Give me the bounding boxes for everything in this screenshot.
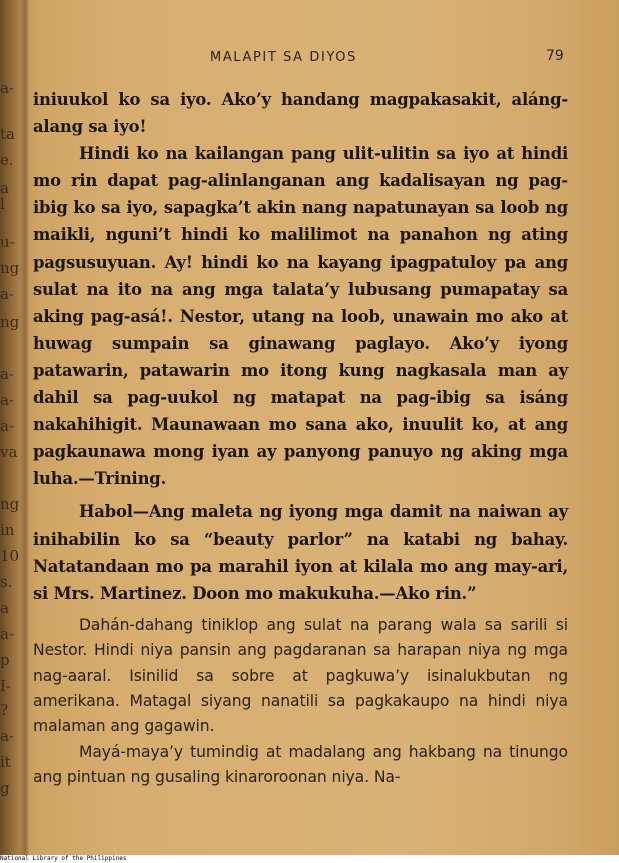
gutter-fragment: ng — [0, 259, 20, 277]
paragraph: Habol—Ang maleta ng iyong mga damit na naiwan ay inihabilin ko sa “beauty parlor” na katabi ng bahay. Natatandaan mo pa marahil iyon at kilala mo ang may-ari, si Mrs. Martinez. Doon mo makukuha.—Ako rin.” — [33, 502, 568, 603]
gutter-fragment: a- — [0, 365, 15, 383]
paragraph: iniuukol ko sa iyo. Ako’y handang magpakasakit, aláng-alang sa iyo! — [33, 90, 568, 137]
paragraph: Mayá-maya’y tumindig at madalang ang hakbang na tinungo ang pintuan ng gusaling kinaroroonan niya. Na- — [33, 742, 568, 787]
gutter-fragment: ta — [0, 125, 15, 143]
gutter-shadow — [20, 0, 30, 855]
gutter-fragment: 10 — [0, 547, 20, 565]
gutter-fragment: ng — [0, 313, 20, 331]
paragraph: Dahán-dahang tiniklop ang sulat na parang wala sa sarili si Nestor. Hindi niya pansin ang pagdaranan sa harapan niya ng mga nag-aaral. Isinilid sa sobre at pagkuwa’y isinalukbutan ng amerikana. Matagal siyang nanatili sa pagkakaupo na hindi niya malaman ang gagawin. — [33, 615, 568, 736]
gutter-fragment: ? — [0, 701, 9, 719]
library-footer: National Library of the Philippines — [0, 855, 619, 863]
gutter-fragment: it — [0, 753, 11, 771]
gutter-fragment: I- — [0, 677, 11, 695]
gutter-fragment: a- — [0, 285, 15, 303]
gutter-fragment: u- — [0, 233, 15, 251]
page-number: 79 — [546, 48, 564, 64]
gutter-fragment: a- — [0, 625, 15, 643]
gutter-fragment: e. — [0, 151, 14, 169]
running-header: MALAPIT SA DIYOS — [210, 50, 357, 65]
gutter-fragment: a- — [0, 727, 15, 745]
gutter-fragment: g — [0, 779, 10, 797]
gutter-fragment: a- — [0, 417, 15, 435]
gutter-fragment: ng — [0, 495, 20, 513]
gutter-fragment: a- — [0, 79, 15, 97]
gutter-fragment: a l — [0, 179, 9, 213]
gutter-fragment: in — [0, 521, 15, 539]
gutter-fragment: p — [0, 651, 10, 669]
gutter-fragment: s. — [0, 573, 13, 591]
paragraph: Hindi ko na kailangan pang ulit-ulitin sa iyo at hindi mo rin dapat pag-alinlanganan ang kadalisayan ng pag-ibig ko sa iyo, sapagka’t akin nang napatunayan sa loob ng maikli, nguni’t hindi ko malilimot na panahon ng ating pagsusuyuan. Ay! hindi ko na kayang ipagpatuloy pa ang sulat na ito na ang mga talata’y lubusang pumapatay sa aking pag-asá!. Nestor, utang na loob, unawain mo ako at huwag sumpain sa ginawang paglayo. Ako’y iyong patawarin, patawarin mo itong kung nagkasala man ay dahil sa pag-uukol ng matapat na pag-ibig sa isáng nakahihigit. Maunawaan mo sana ako, inuulit ko, at ang pagkaunawa mong iyan ay panyong panuyo ng aking mga luha.—Trining. — [33, 144, 568, 489]
gutter-fragment: va — [0, 443, 18, 461]
gutter-fragment: a- — [0, 391, 15, 409]
gutter-fragment: a — [0, 599, 9, 617]
page-body — [33, 86, 568, 791]
